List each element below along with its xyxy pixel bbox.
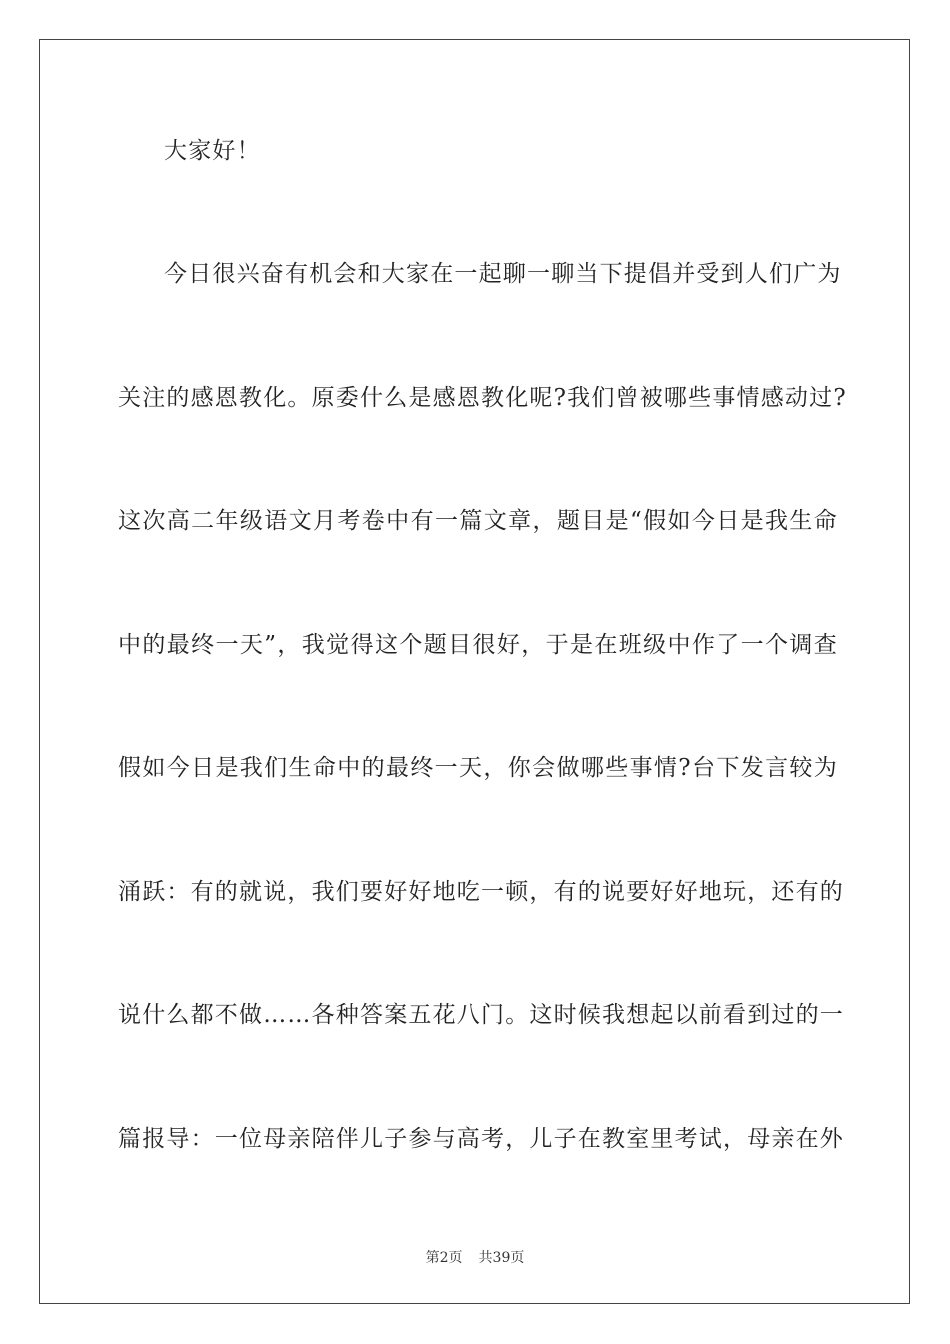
text-line: 篇报导：一位母亲陪伴儿子参与高考，儿子在教室里考试，母亲在外 xyxy=(118,1126,844,1152)
page-border xyxy=(39,39,910,1304)
page-total: 共39页 xyxy=(478,1250,525,1266)
text-line: 中的最终一天”，我觉得这个题目很好，于是在班级中作了一个调查 xyxy=(118,632,838,658)
text-line: 说什么都不做……各种答案五花八门。这时候我想起以前看到过的一 xyxy=(118,1002,844,1028)
text-line: 假如今日是我们生命中的最终一天，你会做哪些事情?台下发言较为 xyxy=(118,755,838,781)
text-line: 涌跃：有的就说，我们要好好地吃一顿，有的说要好好地玩，还有的 xyxy=(118,879,844,905)
text-line: 今日很兴奋有机会和大家在一起聊一聊当下提倡并受到人们广为 xyxy=(164,261,842,287)
page-footer xyxy=(0,1247,950,1267)
text-line: 这次高二年级语文月考卷中有一篇文章，题目是“假如今日是我生命 xyxy=(118,508,838,534)
text-line: 关注的感恩教化。原委什么是感恩教化呢?我们曾被哪些事情感动过? xyxy=(118,385,847,411)
paragraph-greeting: 大家好！ xyxy=(164,138,261,164)
page-number: 第2页 xyxy=(425,1250,463,1266)
